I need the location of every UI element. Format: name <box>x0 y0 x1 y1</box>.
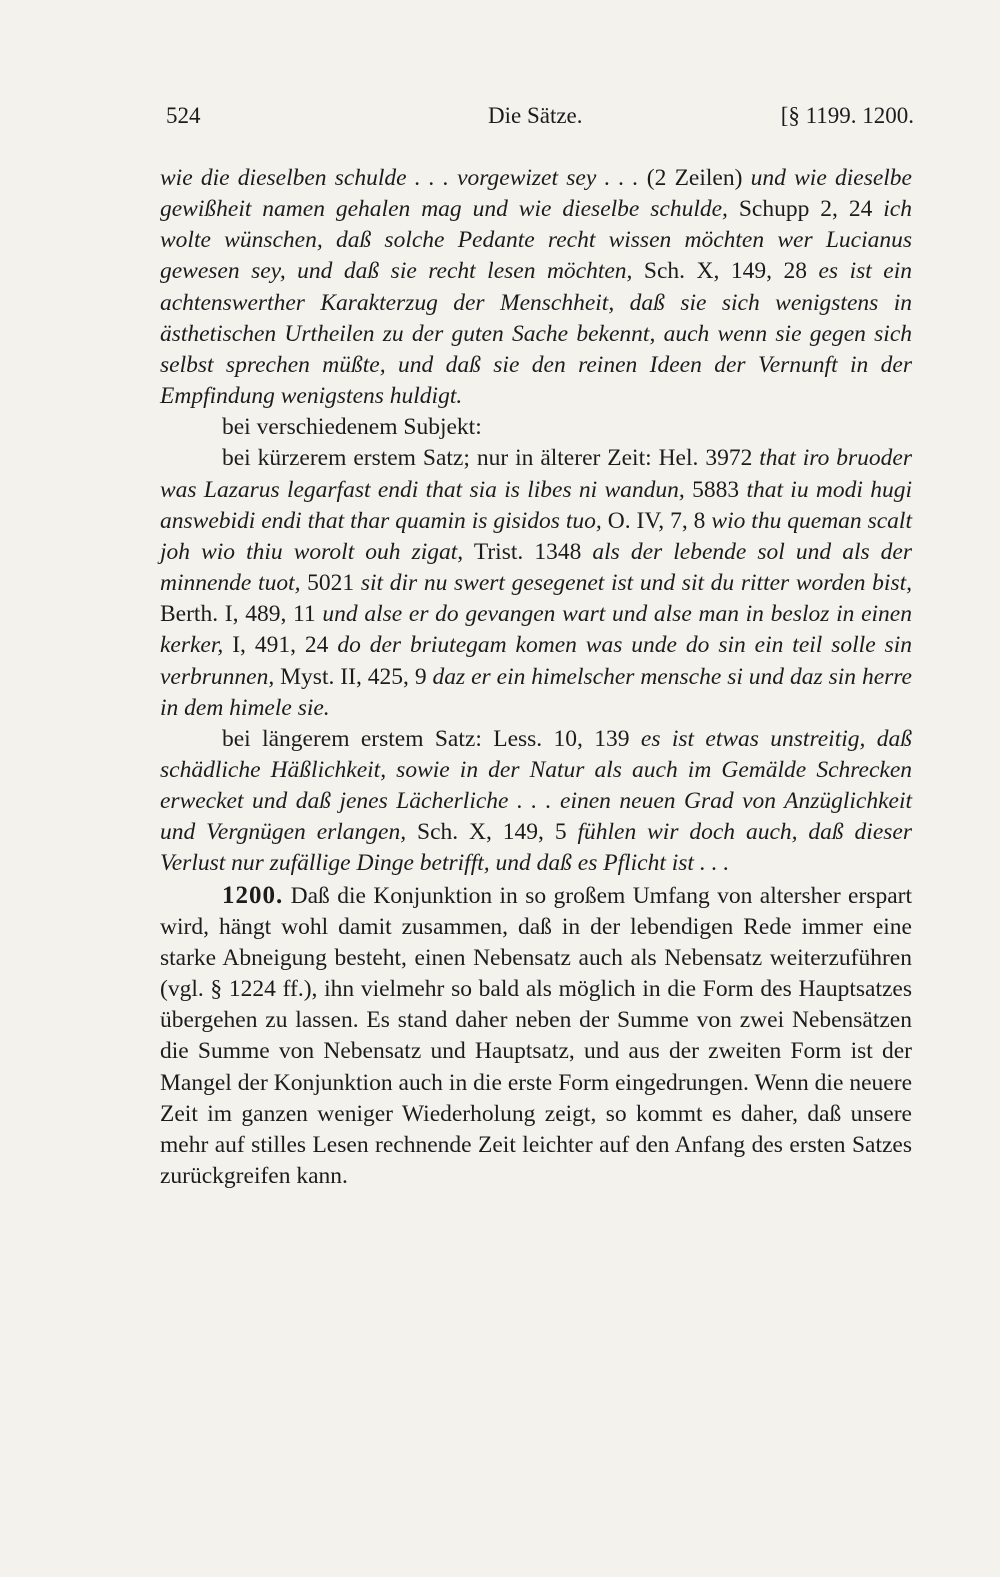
running-title: Die Sätze. <box>488 103 583 128</box>
paragraph-long-first-clause: bei längerem erstem Satz: Less. 10, 139 es ist etwas unstreitig, daß schädliche Häßlichkeit, sowie in der Natur als auch im Gemälde Schrecken erwecket und daß jenes Lächerliche . . . einen neuen Grad von Anzüglichkeit und Vergnügen erlangen, Sch. X, 149, 5 fühlen wir doch auch, daß dieser Verlust nur zufällige Dinge betrifft, und daß es Pflicht ist . . . <box>160 725 912 877</box>
paragraph-section-1200: 1200. Daß die Konjunktion in so großem Umfang von altersher erspart wird, hängt wohl damit zusammen, daß in der lebendigen Rede immer eine starke Abneigung besteht, einen Nebensatz auch als Nebensatz weiterzuführen (vgl. § 1224 ff.), ihn vielmehr so bald als möglich in die Form des Hauptsatzes übergehen zu lassen. Es stand daher neben der Summe von zwei Nebensätzen die Summe von Nebensatz und Hauptsatz, und aus der zweiten Form ist der Mangel der Konjunktion auch in die erste Form eingedrungen. Wenn die neuere Zeit im ganzen weniger Wiederholung zeigt, so kommt es daher, daß unsere mehr auf stilles Lesen rechnende Zeit leichter auf den Anfang des ersten Satzes zurückgreifen kann. <box>160 881 912 1189</box>
page-body <box>160 163 912 1192</box>
paragraph-short-first-clause: bei kürzerem erstem Satz; nur in älterer Zeit: Hel. 3972 that iro bruoder was Lazarus legarfast endi that sia is libes ni wandun, 5883 that iu modi hugi answebidi endi that thar quamin is gisidos tuo, O. IV, 7, 8 wio thu queman scalt joh wio thiu worolt ouh zigat, Trist. 1348 als der lebende sol und als der minnende tuot, 5021 sit dir nu swert gesegenet ist und sit du ritter worden bist, Berth. I, 489, 11 und alse er do gevangen wart und alse man in besloz in einen kerker, I, 491, 24 do der briutegam komen was unde do sin ein teil solle sin verbrunnen, Myst. II, 425, 9 daz er ein himelscher mensche si und daz sin herre in dem himele sie. <box>160 445 913 721</box>
paragraph-different-subject: bei verschiedenem Subjekt: <box>222 414 482 441</box>
paragraph-quotations-continued: wie die dieselben schulde . . . vorgewizet sey . . . (2 Zeilen) und wie dieselbe gewißheit namen gehalen mag und wie dieselbe schulde, Schupp 2, 24 ich wolte wünschen, daß solche Pedante recht wissen möchten wer Lucianus gewesen sey, und daß sie recht lesen möchten, Sch. X, 149, 28 es ist ein achtenswerther Karakterzug der Menschheit, daß sie sich wenigstens in ästhetischen Urtheilen zu der guten Sache bekennt, auch wenn sie gegen sich selbst sprechen müßte, und daß sie den reinen Ideen der Vernunft in der Empfindung wenigstens huldigt. <box>160 165 912 410</box>
page-number: 524 <box>166 103 201 128</box>
running-header <box>166 103 914 139</box>
section-reference: [§ 1199. 1200. <box>780 103 914 128</box>
